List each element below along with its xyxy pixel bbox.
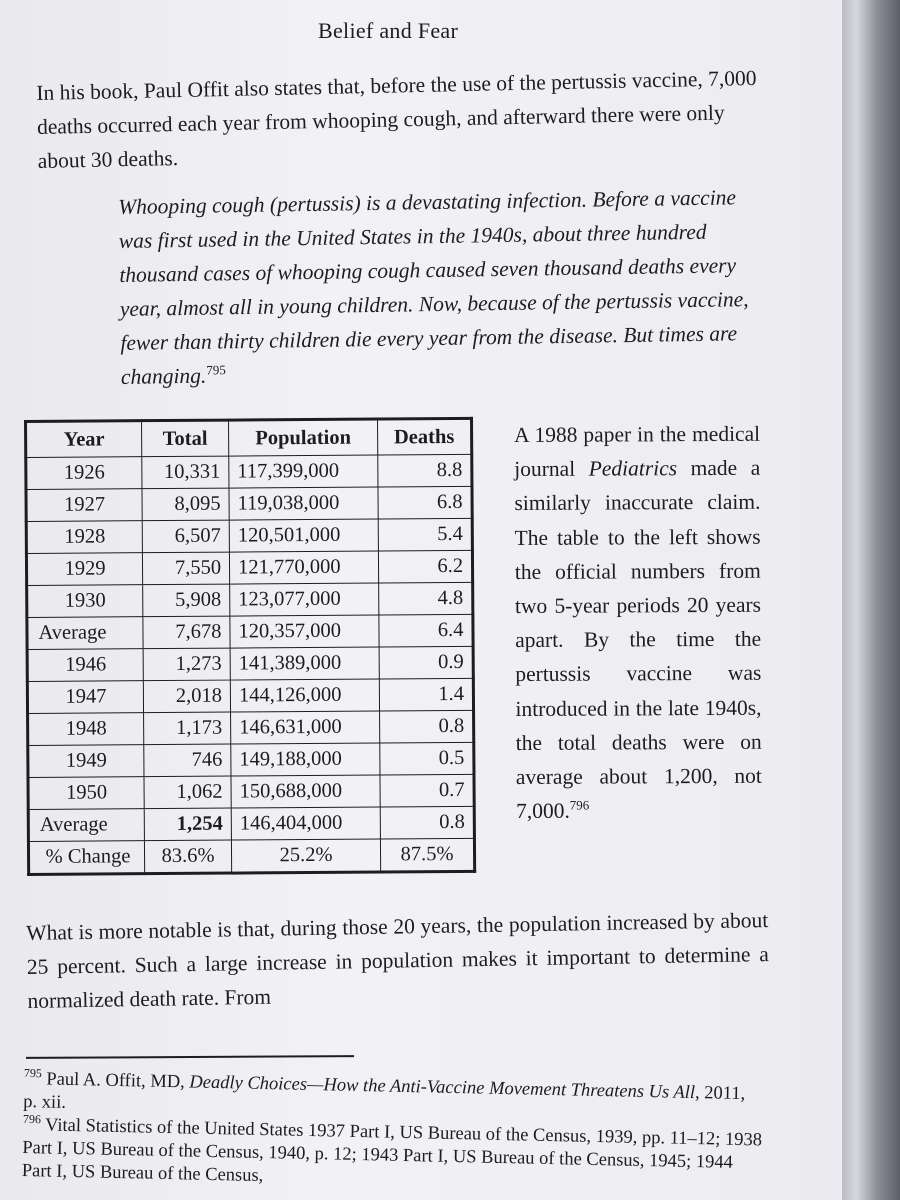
footnote-text: Vital Statistics of the United States 1937 Part I, US Bureau of the Census, 1939, pp. 11–12; 1938 Part I, US Bureau of the Census, 1940, p. 12; 1943 Part I, US Bureau of the Census, 1945; 1944 Part I, US Bureau of the Census,: [21, 1115, 763, 1187]
header-year: Year: [26, 421, 142, 458]
table-row: [27, 582, 473, 617]
cell-population: 141,389,000: [230, 647, 379, 680]
pertussis-deaths-table: [24, 417, 476, 876]
cell-population: 123,077,000: [230, 583, 379, 616]
table-row: [26, 486, 472, 521]
cell-total: 7,678: [143, 616, 230, 649]
cell-deaths: 0.8: [380, 806, 474, 839]
cell-total: 7,550: [142, 552, 229, 585]
header-total: Total: [142, 420, 229, 457]
journal-name: Pediatrics: [588, 456, 678, 481]
footnote-book-title: Deadly Choices—How the Anti-Vaccine Movement Threatens Us All: [189, 1072, 696, 1104]
footnotes: [21, 1065, 764, 1198]
cell-total: 83.6%: [144, 840, 231, 874]
footnote-ref-795: 795: [206, 362, 226, 378]
cell-total: 1,173: [144, 712, 231, 745]
cell-year: 1929: [26, 553, 142, 586]
cell-year: % Change: [28, 841, 144, 875]
cell-total: 8,095: [142, 488, 229, 521]
footnote-rest: , 2011, p. xii.: [23, 1083, 746, 1113]
cell-population: 25.2%: [231, 839, 380, 873]
cell-deaths: 0.8: [380, 710, 474, 743]
cell-population: 144,126,000: [230, 679, 379, 712]
cell-year: Average: [27, 617, 143, 650]
cell-year: 1948: [28, 713, 144, 746]
footnote-author: Paul A. Offit, MD,: [46, 1069, 190, 1093]
side-paragraph: [514, 417, 762, 829]
table-row: [27, 678, 473, 713]
cell-year: 1947: [27, 681, 143, 714]
cell-total: 746: [144, 744, 231, 777]
cell-deaths: 0.7: [380, 774, 474, 807]
cell-population: 117,399,000: [229, 455, 378, 488]
table-row: [28, 774, 474, 809]
cell-total: 2,018: [143, 680, 230, 713]
cell-total: 1,062: [144, 776, 231, 809]
footnote-ref-796: 796: [569, 797, 590, 813]
cell-population: 119,038,000: [229, 487, 378, 520]
cell-total: 5,908: [143, 584, 230, 617]
side-text-part1: A 1988 paper in the medical journal: [514, 421, 761, 482]
cell-deaths: 8.8: [378, 454, 472, 487]
cell-deaths: 6.8: [378, 486, 472, 519]
footnote-number: 796: [22, 1111, 42, 1127]
cell-year: 1949: [28, 745, 144, 778]
cell-year: 1930: [27, 585, 143, 618]
table-row: [26, 518, 472, 553]
cell-year: 1928: [26, 521, 142, 554]
table-row: [27, 646, 473, 681]
book-page-edge: [842, 0, 900, 1200]
cell-population: 121,770,000: [229, 551, 378, 584]
cell-total: 10,331: [142, 456, 229, 489]
cell-deaths: 4.8: [379, 582, 473, 615]
cell-population: 146,631,000: [231, 711, 380, 744]
cell-total: 1,254: [144, 808, 231, 841]
cell-year: 1927: [26, 489, 142, 522]
table-row: [26, 454, 472, 489]
cell-total: 6,507: [142, 520, 229, 553]
table-body: [26, 454, 475, 874]
side-text-part2: made a similarly inaccurate claim. The table to the left shows the official numbers from two 5-year periods 20 years apart. By the time the pertussis vaccine was introduced in the late 1940s, the total deaths were on average about 1,200, not 7,000.: [514, 455, 762, 824]
cell-population: 150,688,000: [231, 775, 380, 808]
cell-population: 120,501,000: [229, 519, 378, 552]
footnote-divider: [26, 1055, 354, 1059]
quote-text: Whooping cough (pertussis) is a devastating infection. Before a vaccine was first used in the United States in the 1940s, about three hundred thousand cases of whooping cough caused seven thousand deaths every year, almost all in young children. Now, because of the pertussis vaccine, fewer than thirty children die every year from the disease. But times are changing.: [118, 185, 749, 389]
table-row: [27, 614, 473, 649]
cell-year: 1950: [28, 777, 144, 810]
header-population: Population: [229, 419, 378, 456]
table-row: [28, 742, 474, 777]
footnote-796: [21, 1111, 763, 1198]
cell-deaths: 5.4: [378, 518, 472, 551]
cell-deaths: 0.5: [380, 742, 474, 775]
cell-year: Average: [28, 809, 144, 842]
paragraph-population: What is more notable is that, during those 20 years, the population increased by about 25 percent. Such a large increase in population makes it important to determine a normalized death rate. From: [26, 908, 769, 1013]
cell-deaths: 0.9: [379, 646, 473, 679]
table-row: [28, 838, 474, 874]
running-head: Belief and Fear: [318, 18, 459, 43]
header-deaths: Deaths: [378, 418, 472, 455]
table-header-row: [26, 418, 472, 457]
cell-population: 146,404,000: [231, 807, 380, 840]
cell-total: 1,273: [143, 648, 230, 681]
cell-year: 1926: [26, 457, 142, 490]
cell-deaths: 6.4: [379, 614, 473, 647]
table-row: [28, 806, 474, 841]
cell-year: 1946: [27, 649, 143, 682]
table-row: [28, 710, 474, 745]
cell-population: 149,188,000: [231, 743, 380, 776]
pertussis-table-container: [24, 417, 476, 876]
cell-population: 120,357,000: [230, 615, 379, 648]
table-row: [26, 550, 472, 585]
cell-deaths: 6.2: [378, 550, 472, 583]
cell-deaths: 1.4: [379, 678, 473, 711]
cell-deaths: 87.5%: [380, 838, 474, 872]
block-quote: [118, 180, 771, 394]
paragraph-offit-claim: In his book, Paul Offit also states that, before the use of the pertussis vaccine, 7,000 deaths occurred each year from whooping cough, and afterward there were only about 30 deaths.: [36, 65, 757, 173]
footnote-number: 795: [23, 1065, 43, 1081]
